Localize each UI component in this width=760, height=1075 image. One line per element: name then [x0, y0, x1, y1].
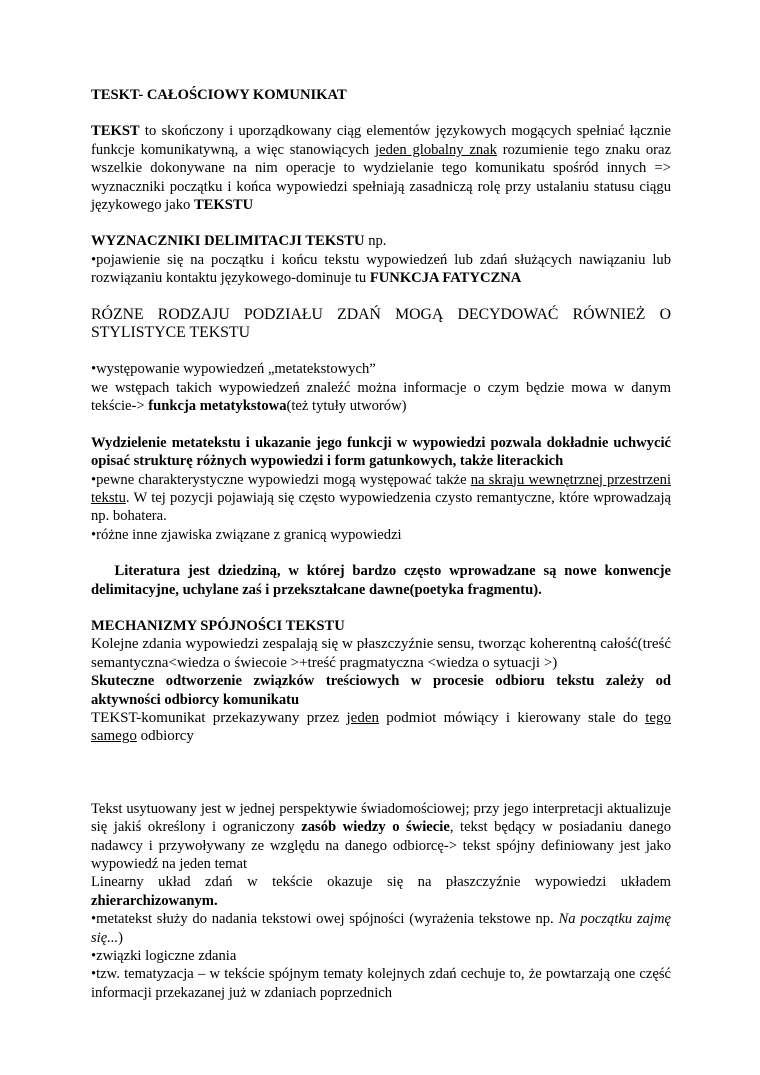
underlined-edge: na skraju wewnętrznej przestrzeni tekstu: [91, 471, 671, 506]
paragraph-linear: Linearny układ zdań w tekście okazuje się na płaszczyźnie wypowiedzi układem zhierarchizowanym.: [91, 874, 671, 909]
paragraph-tekst-definition: TEKST to skończony i uporządkowany ciąg elementów językowych mogących spełniać łącznie funkcje komunikatywną, a więc stanowiących jeden globalny znak rozumienie tego znaku oraz wszelkie dokonywane na nim operacje to wydzielanie tego komunikatu spośród innych => wyznaczniki początku i końca wypowiedzi spełniają zasadniczą rolę przy ustalaniu statusu ciągu językowego jako TEKSTU: [91, 123, 671, 214]
bold-paragraph-literatura: Literatura jest dziedziną, w której bardzo często wprowadzane są nowe konwencje delimitacyjne, uchylane zaś i przekształcane dawne(poetyka fragmentu).: [91, 563, 675, 598]
bullet-logic: •związki logiczne zdania: [91, 948, 237, 965]
document-title: TESKT- CAŁOŚCIOWY KOMUNIKAT: [91, 87, 347, 103]
paragraph-edge: •pewne charakterystyczne wypowiedzi mogą występować także na skraju wewnętrznej przestrzeni tekstu. W tej pozycji pojawiają się często wypowiedzenia czysto remantyczne, które wprowadzają np. bohatera.: [91, 471, 671, 525]
bold-zhierarchizowanym: zhierarchizowanym.: [91, 892, 218, 909]
bullet-tematyzacja: •tzw. tematyzacja – w tekście spójnym tematy kolejnych zdań cechuje to, że powtarzają one część informacji przekazanej już w zdaniach poprzednich: [91, 966, 671, 1001]
bold-paragraph-metatekst: Wydzielenie metatekstu i ukazanie jego funkcji w wypowiedzi pozwala dokładnie uchwycić opisać strukturę różnych wypowiedzi i form gatunkowych, także literackich: [91, 434, 671, 470]
paragraph-komunikat: TEKST-komunikat przekazywany przez jeden podmiot mówiący i kierowany stale do tego samego odbiorcy: [91, 709, 672, 745]
paragraph-delimitation: •pojawienie się na początku i końcu tekstu wypowiedzeń lub zdań służących nawiązaniu lub rozwiązaniu kontaktu językowego-dominuje tu FUNKCJA FATYCZNA: [91, 251, 671, 287]
bold-paragraph-reception: Skuteczne odtworzenie związków treściowych w procesie odbioru tekstu zależy od aktywności odbiorcy komunikatu: [91, 673, 671, 708]
underlined-tego-samego: tego samego: [91, 709, 672, 745]
underlined-phrase: jeden globalny znak: [375, 141, 497, 158]
paragraph-metatekst: we wstępach takich wypowiedzeń znaleźć można informacje o czym będzie mowa w danym tekście-> funkcja metatykstowa(też tytuły utworów): [91, 379, 671, 415]
document-page: [91, 86, 675, 1002]
bold-zasob-wiedzy: zasób wiedzy o świecie: [301, 819, 450, 836]
term-tekstu: TEKSTU: [193, 197, 254, 214]
bullet-metatekst-spojnosc: •metatekst służy do nadania tekstowi owej spójności (wyrażenia tekstowe np. Na początku zajmę się...): [91, 911, 671, 946]
term-tekst: TEKST: [91, 123, 140, 140]
bold-funkcja-metatykstowa: funkcja metatykstowa: [148, 398, 287, 415]
bullet-border: •różne inne zjawiska związane z granicą wypowiedzi: [91, 526, 402, 543]
heading-split: RÓZNE RODZAJU PODZIAŁU ZDAŃ MOGĄ DECYDOWAĆ RÓWNIEŻ O STYLISTYCE TEKSTU: [91, 305, 671, 342]
bold-funkcja-fatyczna: FUNKCJA FATYCZNA: [369, 270, 522, 287]
paragraph-coherence: Kolejne zdania wypowiedzi zespalają się w płaszczyźnie sensu, tworząc koherentną całość(treść semantyczna<wiedza o świecoie >+treść pragmatyczna <wiedza o sytuacji >): [91, 636, 671, 671]
heading-delimitation: WYZNACZNIKI DELIMITACJI TEKSTU np.: [91, 233, 387, 250]
bullet-metatekstowe: •występowanie wypowiedzeń „metatekstowych”: [91, 361, 376, 378]
heading-mechanisms: MECHANIZMY SPÓJNOŚCI TEKSTU: [91, 617, 345, 634]
italic-example: Na początku zajmę się...: [91, 911, 671, 946]
paragraph-perspective: Tekst usytuowany jest w jednej perspektywie świadomościowej; przy jego interpretacji aktualizuje się jakiś określony i ograniczony zasób wiedzy o świecie, tekst będący w posiadaniu danego nadawcy i przywoływany ze względu na danego odbiorcę-> tekst spójny definiowany jest jako wypowiedź na jeden temat: [91, 800, 671, 872]
underlined-jeden: jeden: [346, 709, 379, 726]
